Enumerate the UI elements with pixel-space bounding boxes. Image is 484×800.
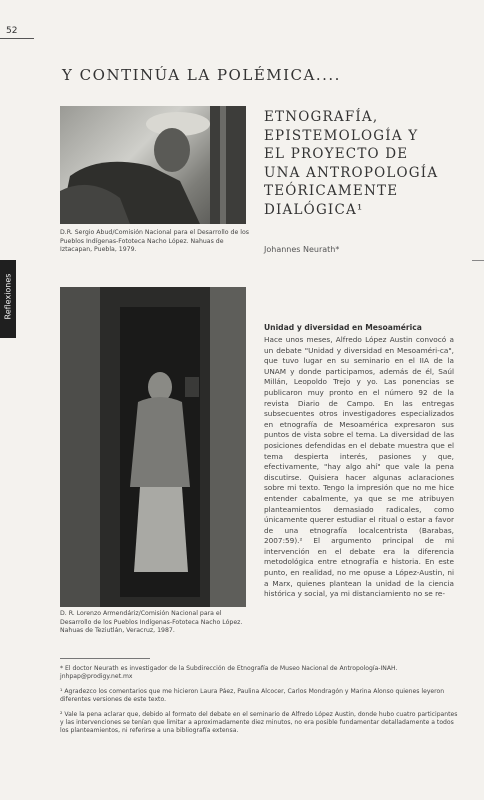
photo2-caption: D. R. Lorenzo Armendáriz/Comisión Nacional para el Desarrollo de los Pueblos Indígenas-Fototeca Nacho López. Nahuas de Teziutlán, Veracruz, 1987. bbox=[60, 610, 243, 634]
section-heading: Unidad y diversidad en Mesoamérica bbox=[264, 323, 422, 332]
photo-woman-doorway bbox=[60, 287, 246, 607]
photo1-caption: D.R. Sergio Abud/Comisión Nacional para el Desarrollo de los Pueblos Indígenas-Fototeca Nacho López. Nahuas de Iztacapan, Puebla, 1979. bbox=[60, 229, 249, 253]
title-line: EPISTEMOLOGÍA Y bbox=[264, 127, 419, 144]
photo-man-portrait bbox=[60, 106, 246, 224]
author-name: Johannes Neurath* bbox=[264, 245, 340, 254]
page-number: 52 bbox=[6, 26, 18, 36]
footnote-rule bbox=[60, 658, 150, 659]
body-text: Hace unos meses, Alfredo López Austin convocó a un debate "Unidad y diversidad en Mesoaméri-ca", que tuvo lugar en su seminario en el IIA de la UNAM y donde participamos, además de él, Saúl Millán, Leopoldo Trejo y yo. Las ponencias se publicaron muy pronto en el número 92 de la revista Diario de Campo. En las entregas subsecuentes otros investigadores especializados en etnografía de Mesoamérica expresaron sus puntos de vista sobre el tema. La diversidad de las posiciones defendidas en el debate muestra que el tema despierta interés, pasiones y que, efectivamente, "hay algo ahí" que vale la pena discutirse. Quisiera hacer algunas aclaraciones sobre mi texto. Tengo la impresión que no me hice entender cabalmente, ya que se me atribuyen planteamientos demasiado radicales, como únicamente querer estudiar el ritual o estar a favor de una etnografía localcentrista (Barabas, 2007:59).² El argumento principal de mi intervención en el debate era la diferencia metodológica entre etnografía e historia. En este punto, en realidad, no me opuse a López-Austin, ni a Marx, quienes plantean la unidad de la ciencia histórica y social, ya mi distanciamiento no se re- bbox=[264, 335, 454, 599]
title-line: DIALÓGICA¹ bbox=[264, 201, 364, 218]
section-kicker: Y CONTINÚA LA POLÉMICA.... bbox=[62, 66, 341, 84]
title-line: UNA ANTROPOLOGÍA bbox=[264, 164, 439, 181]
title-line: EL PROYECTO DE bbox=[264, 146, 409, 162]
footnote: * El doctor Neurath es investigador de la Subdirección de Etnografía de Museo Nacional de Antropología-INAH. jnhpap@prodigy.net.mx bbox=[60, 665, 398, 681]
footnotes bbox=[60, 665, 458, 742]
article-title bbox=[264, 108, 464, 219]
footnote: ¹ Agradezco los comentarios que me hicieron Laura Páez, Paulina Alcocer, Carlos Mondragón y Marina Alonso quienes leyeron diferentes versiones de este texto. bbox=[60, 687, 445, 704]
section-side-tab bbox=[0, 260, 16, 338]
header-rule bbox=[0, 38, 34, 39]
title-line: ETNOGRAFÍA, bbox=[264, 109, 379, 125]
right-margin-rule bbox=[472, 260, 484, 261]
footnote: ² Vale la pena aclarar que, debido al formato del debate en el seminario de Alfredo López Austin, donde hubo cuatro participantes y las intervenciones se tenían que limitar a aproximadamente diez minutos, no era posible fundamentar detalladamente a todos los planteamientos, ni referirse a una bibliografía extensa. bbox=[60, 710, 458, 735]
title-line: TEÓRICAMENTE bbox=[264, 183, 399, 199]
side-tab-label: Reflexiones bbox=[3, 273, 13, 320]
